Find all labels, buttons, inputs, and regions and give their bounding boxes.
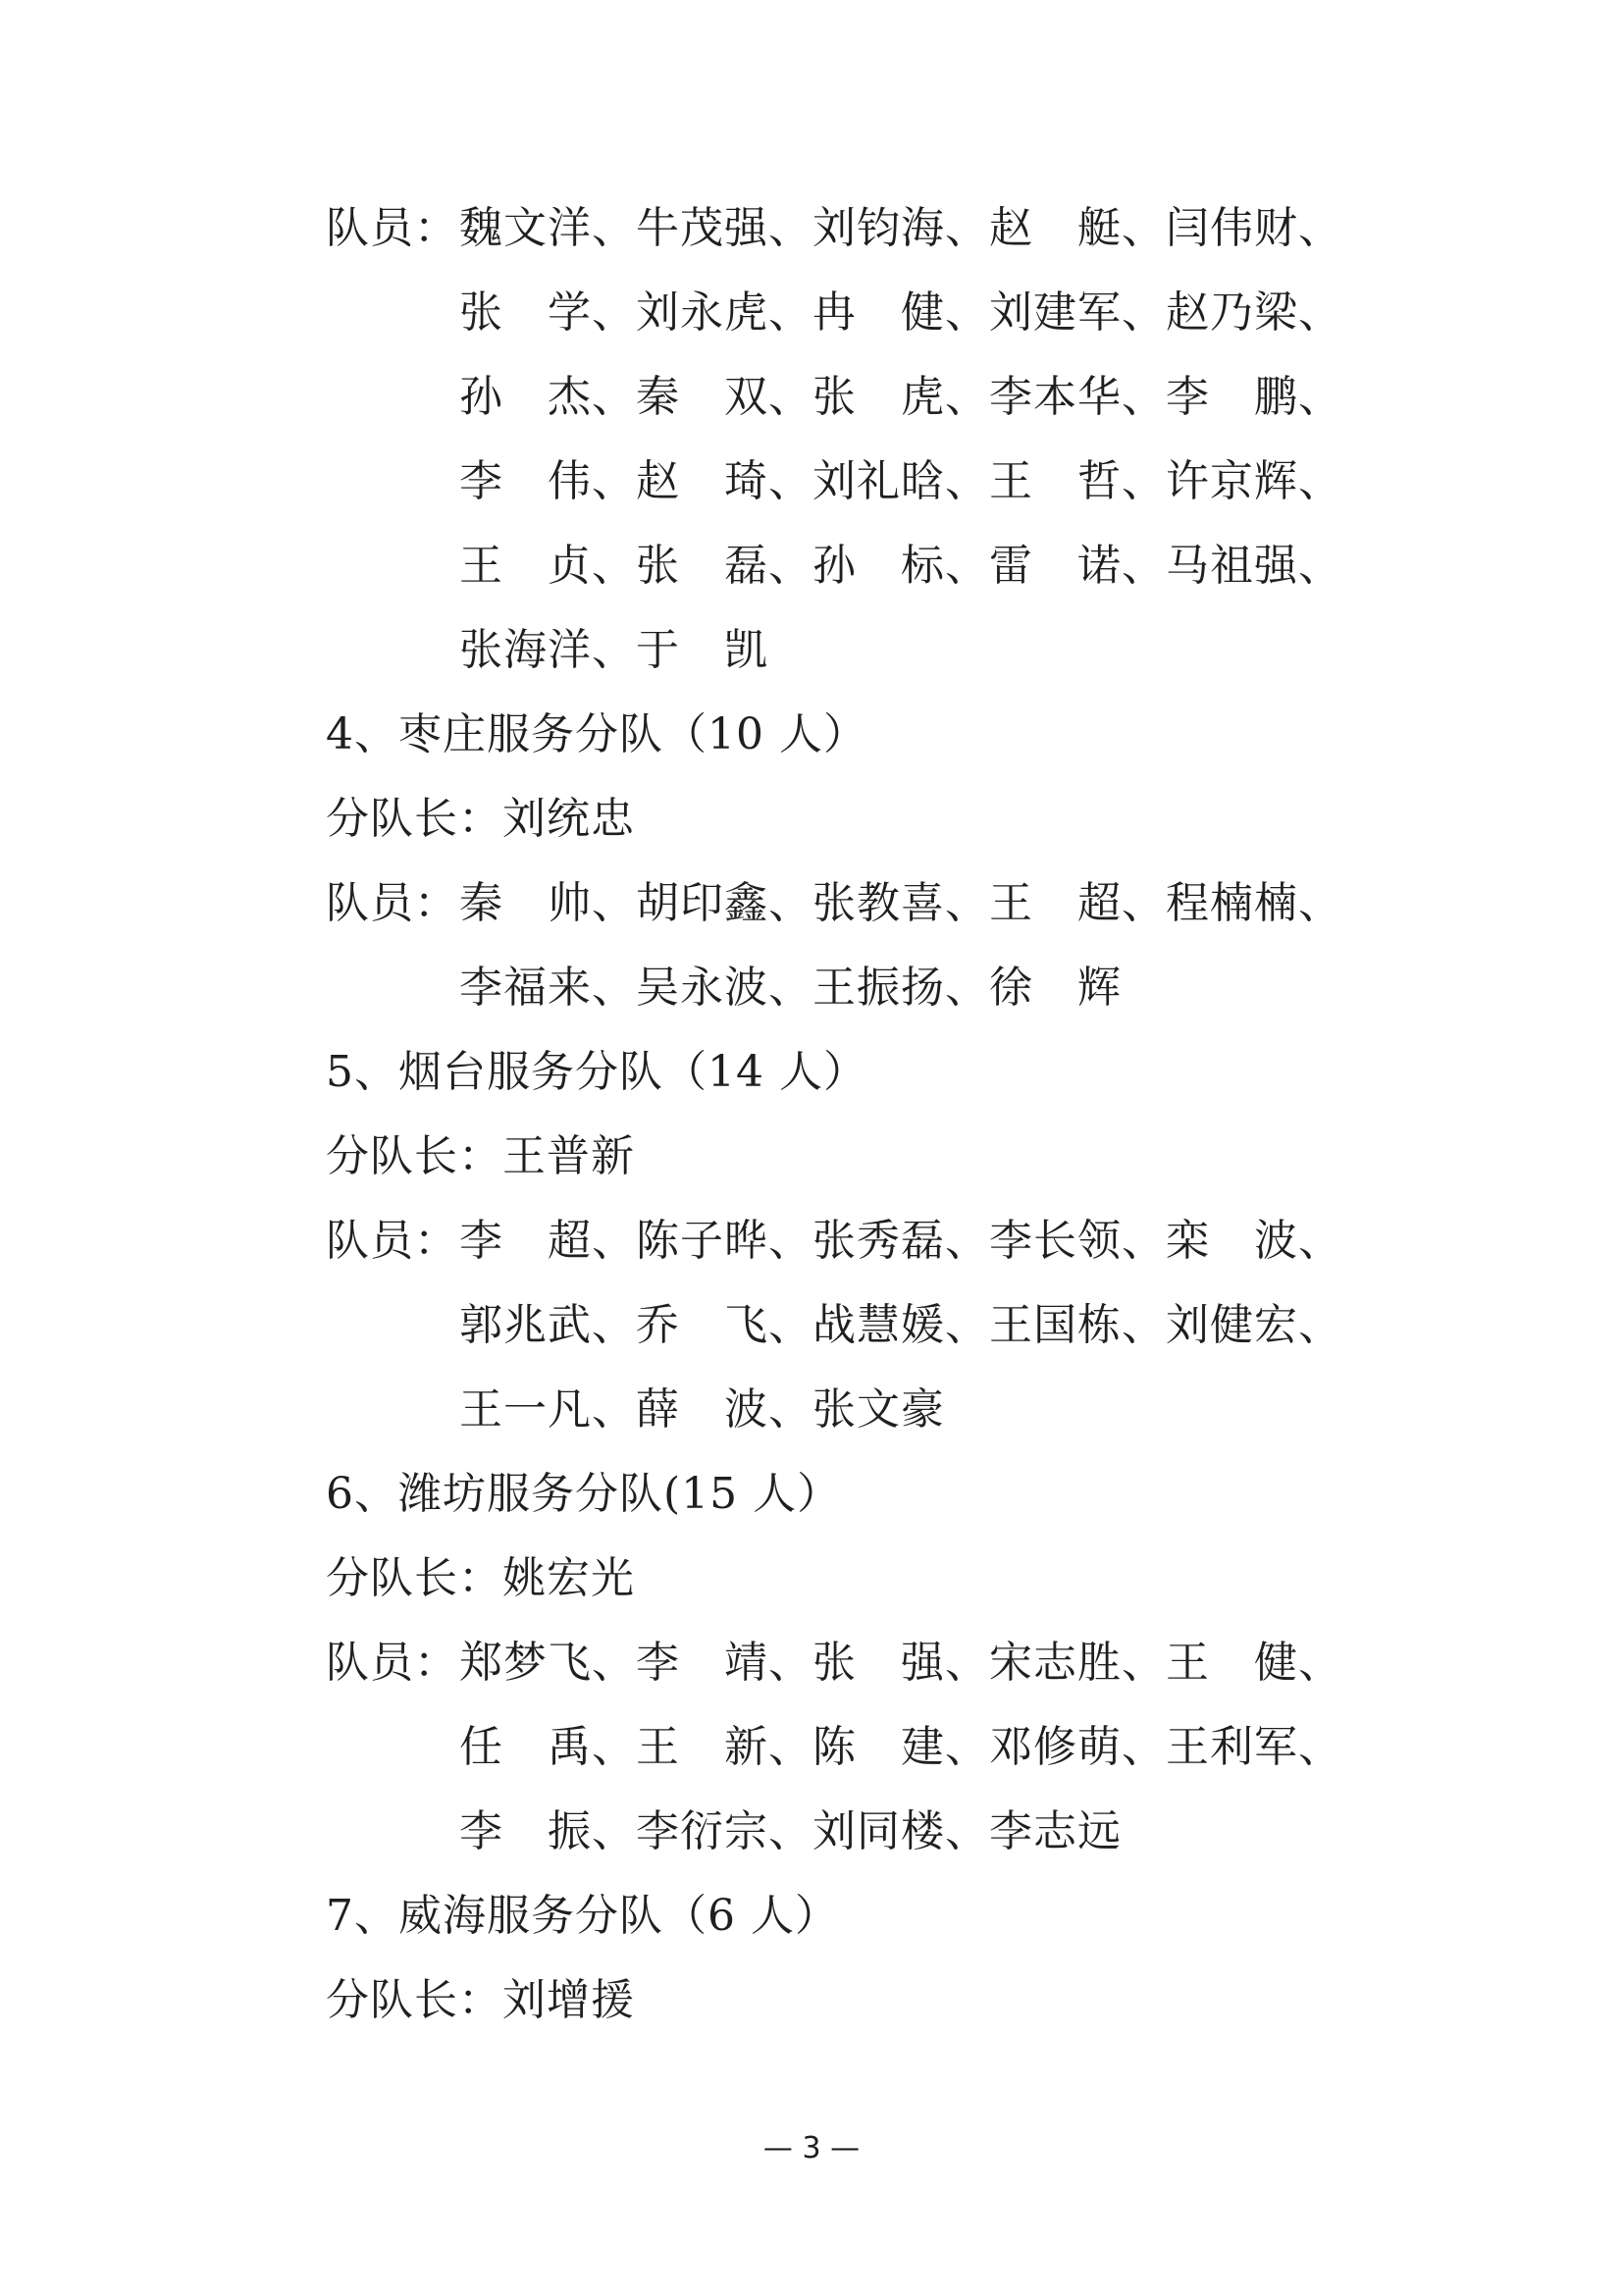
section-heading: 4、枣庄服务分队（10 人）	[326, 709, 867, 759]
page-number: — 3 —	[762, 2131, 861, 2166]
members-label: 队员：	[326, 1638, 458, 1688]
section-heading: 6、潍坊服务分队(15 人）	[326, 1469, 842, 1519]
members-line: 王 贞、张 磊、孙 标、雷 诺、马祖强、	[459, 541, 1342, 591]
section-heading: 5、烟台服务分队（14 人）	[326, 1047, 867, 1097]
members-line: 张海洋、于 凯	[459, 625, 768, 675]
members-line: 王一凡、薛 波、张文豪	[459, 1384, 945, 1435]
members-line: 魏文洋、牛茂强、刘钧海、赵 艇、闫伟财、	[459, 203, 1342, 253]
members-line: 秦 帅、胡印鑫、张教喜、王 超、程楠楠、	[459, 878, 1342, 928]
section-heading: 7、威海服务分队（6 人）	[326, 1891, 839, 1941]
leader-line: 分队长：姚宏光	[326, 1553, 635, 1603]
members-line: 任 禹、王 新、陈 建、邓修萌、王利军、	[459, 1722, 1342, 1772]
leader-line: 分队长：刘统忠	[326, 794, 635, 844]
members-line: 李福来、吴永波、王振扬、徐 辉	[459, 963, 1122, 1013]
members-line: 郭兆武、乔 飞、战慧媛、王国栋、刘健宏、	[459, 1300, 1342, 1350]
leader-line: 分队长：刘增援	[326, 1975, 635, 2025]
members-line: 张 学、刘永虎、冉 健、刘建军、赵乃梁、	[459, 287, 1342, 338]
members-line: 孙 杰、秦 双、张 虎、李本华、李 鹏、	[459, 372, 1342, 422]
members-label: 队员：	[326, 878, 458, 928]
members-line: 郑梦飞、李 靖、张 强、宋志胜、王 健、	[459, 1638, 1342, 1688]
members-label: 队员：	[326, 1216, 458, 1266]
members-line: 李 伟、赵 琦、刘礼晗、王 哲、许京辉、	[459, 456, 1342, 506]
leader-line: 分队长：王普新	[326, 1131, 635, 1181]
members-line: 李 振、李衍宗、刘同楼、李志远	[459, 1806, 1122, 1856]
members-label: 队员：	[326, 203, 458, 253]
members-line: 李 超、陈子晔、张秀磊、李长领、栾 波、	[459, 1216, 1342, 1266]
